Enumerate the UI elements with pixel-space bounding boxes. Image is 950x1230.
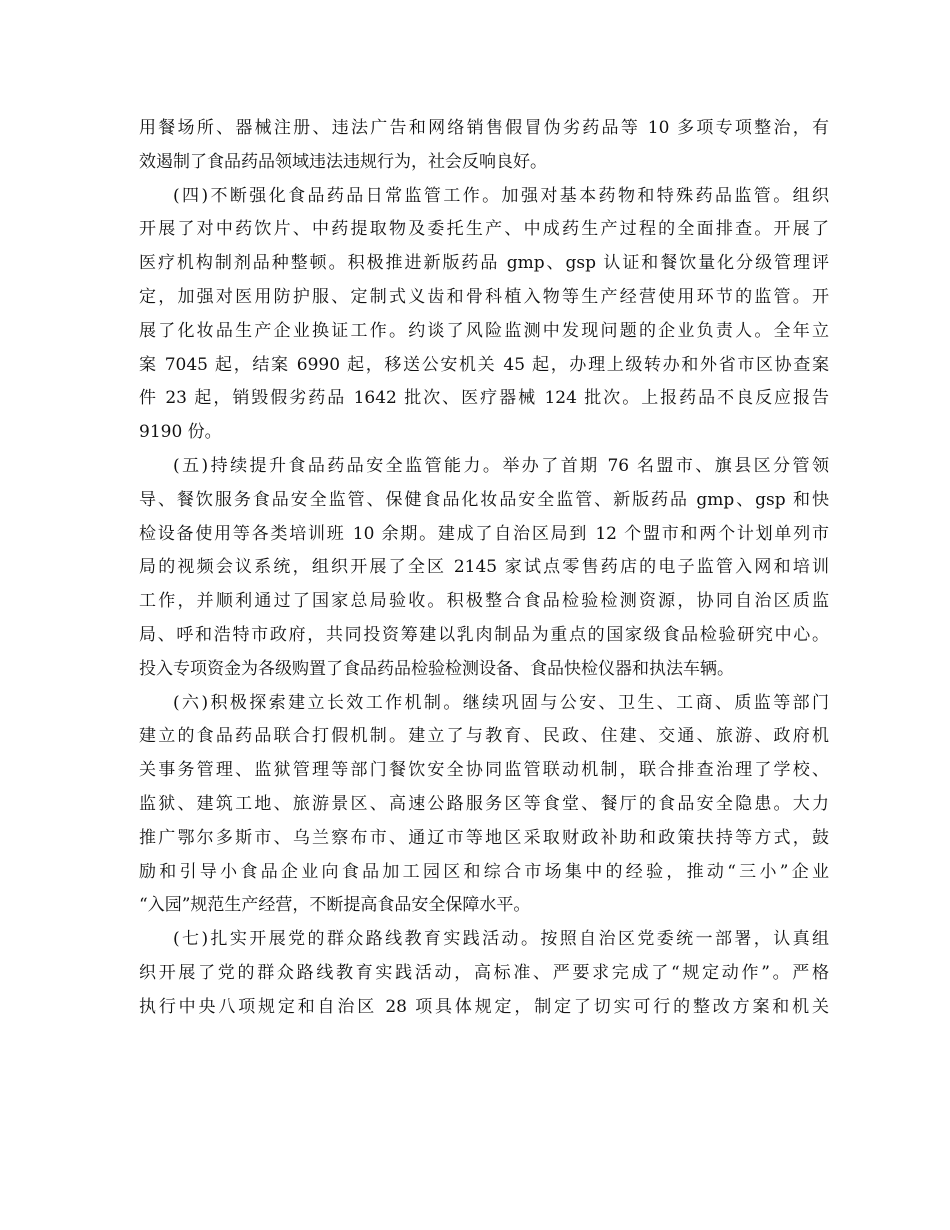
text-line: 定，加强对医用防护服、定制式义齿和骨科植入物等生产经营使用环节的监管。开	[139, 286, 829, 307]
text-line: 导、餐饮服务食品安全监管、保健食品化妆品安全监管、新版药品 gmp、gsp 和快	[139, 489, 829, 510]
text-line: 开展了对中药饮片、中药提取物及委托生产、中成药生产过程的全面排查。开展了	[139, 219, 829, 240]
text-line: 监狱、建筑工地、旅游景区、高速公路服务区等食堂、餐厅的食品安全隐患。大力	[139, 793, 829, 814]
text-line: 励和引导小食品企业向食品加工园区和综合市场集中的经验，推动“三小”企业	[139, 861, 829, 882]
paragraph-5	[139, 450, 829, 687]
text-line: 用餐场所、器械注册、违法广告和网络销售假冒伪劣药品等 10 多项专项整治，有	[139, 118, 829, 138]
text-line: 9190 份。	[139, 422, 222, 443]
paragraph-first-line: (七)扎实开展党的群众路线教育实践活动。按照自治区党委统一部署，认真组	[173, 929, 829, 950]
text-line: 推广鄂尔多斯市、乌兰察布市、通辽市等地区采取财政补助和政策扶持等方式，鼓	[139, 827, 829, 848]
paragraph-7	[139, 923, 829, 1024]
document-page	[139, 112, 829, 1025]
text-line: 织开展了党的群众路线教育实践活动，高标准、严要求完成了“规定动作”。严格	[139, 962, 829, 983]
text-line: 局的视频会议系统，组织开展了全区 2145 家试点零售药店的电子监管入网和培训	[139, 557, 829, 578]
paragraph-first-line: (四)不断强化食品药品日常监管工作。加强对基本药物和特殊药品监管。组织	[173, 185, 829, 206]
text-line: 展了化妆品生产企业换证工作。约谈了风险监测中发现问题的企业负责人。全年立	[139, 320, 829, 341]
paragraph-first-line: (五)持续提升食品药品安全监管能力。举办了首期 76 名盟市、旗县区分管领	[173, 455, 829, 476]
text-line: 医疗机构制剂品种整顿。积极推进新版药品 gmp、gsp 认证和餐饮量化分级管理评	[139, 253, 829, 274]
text-line: 局、呼和浩特市政府，共同投资筹建以乳肉制品为重点的国家级食品检验研究中心。	[139, 624, 829, 645]
paragraph-4	[139, 180, 829, 450]
text-line: “入园”规范生产经营，不断提高食品安全保障水平。	[139, 895, 531, 916]
text-line: 案 7045 起，结案 6990 起，移送公安机关 45 起，办理上级转办和外省市区协查案	[139, 354, 829, 375]
text-line: 建立的食品药品联合打假机制。建立了与教育、民政、住建、交通、旅游、政府机	[139, 726, 829, 747]
paragraph-continued	[139, 112, 829, 180]
text-line: 件 23 起，销毁假劣药品 1642 批次、医疗器械 124 批次。上报药品不良反应报告	[139, 388, 829, 409]
text-line: 投入专项资金为各级购置了食品药品检验检测设备、食品快检仪器和执法车辆。	[139, 658, 734, 679]
paragraph-6	[139, 687, 829, 924]
paragraph-first-line: (六)积极探索建立长效工作机制。继续巩固与公安、卫生、工商、质监等部门	[173, 692, 829, 713]
text-line: 检设备使用等各类培训班 10 余期。建成了自治区局到 12 个盟市和两个计划单列市	[139, 523, 829, 544]
text-line: 执行中央八项规定和自治区 28 项具体规定，制定了切实可行的整改方案和机关	[139, 996, 829, 1017]
text-line: 工作，并顺利通过了国家总局验收。积极整合食品检验检测资源，协同自治区质监	[139, 591, 829, 612]
text-line: 效遏制了食品药品领域违法违规行为，社会反响良好。	[139, 151, 547, 172]
text-line: 关事务管理、监狱管理等部门餐饮安全协同监管联动机制，联合排查治理了学校、	[139, 760, 829, 781]
